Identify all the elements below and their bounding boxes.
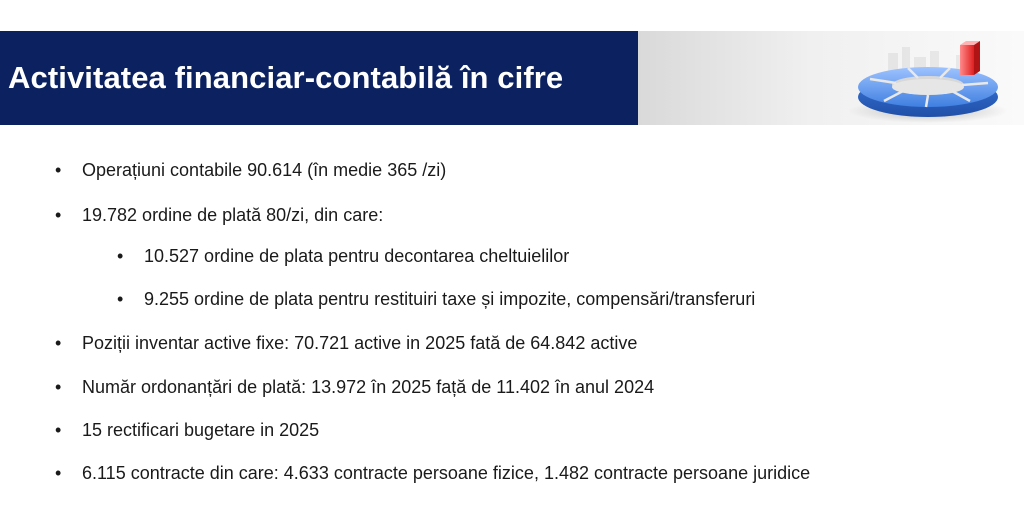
bullet-dot: • — [117, 289, 124, 309]
list-item-text: 9.255 ordine de plata pentru restituiri taxe și impozite, compensări/transferuri — [144, 289, 756, 309]
bullet-dot: • — [55, 205, 62, 225]
slide-title: Activitatea financiar-contabilă în cifre — [8, 60, 564, 95]
list-item — [55, 463, 811, 484]
list-item — [117, 246, 570, 267]
list-item — [55, 160, 447, 181]
bullet-dot: • — [55, 420, 62, 440]
list-item-text: Număr ordonanțări de plată: 13.972 în 2025 față de 11.402 în anul 2024 — [82, 377, 655, 397]
list-item-text: Poziții inventar active fixe: 70.721 active in 2025 fată de 64.842 active — [82, 333, 638, 353]
list-item-text: 15 rectificari bugetare in 2025 — [82, 420, 320, 440]
bullet-dot: • — [55, 377, 62, 397]
list-item-text: 6.115 contracte din care: 4.633 contracte persoane fizice, 1.482 contracte persoane juridice — [82, 463, 811, 483]
list-item — [55, 205, 384, 226]
list-item — [117, 289, 756, 310]
bullet-dot: • — [117, 246, 124, 266]
list-item — [55, 420, 320, 441]
list-item-text: 10.527 ordine de plata pentru decontarea cheltuielilor — [144, 246, 570, 266]
list-item-text: 19.782 ordine de plată 80/zi, din care: — [82, 205, 384, 225]
list-item — [55, 333, 638, 354]
bullet-dot: • — [55, 333, 62, 353]
bullet-dot: • — [55, 160, 62, 180]
list-item-text: Operațiuni contabile 90.614 (în medie 365 /zi) — [82, 160, 447, 180]
list-item — [55, 377, 655, 398]
bullet-dot: • — [55, 463, 62, 483]
